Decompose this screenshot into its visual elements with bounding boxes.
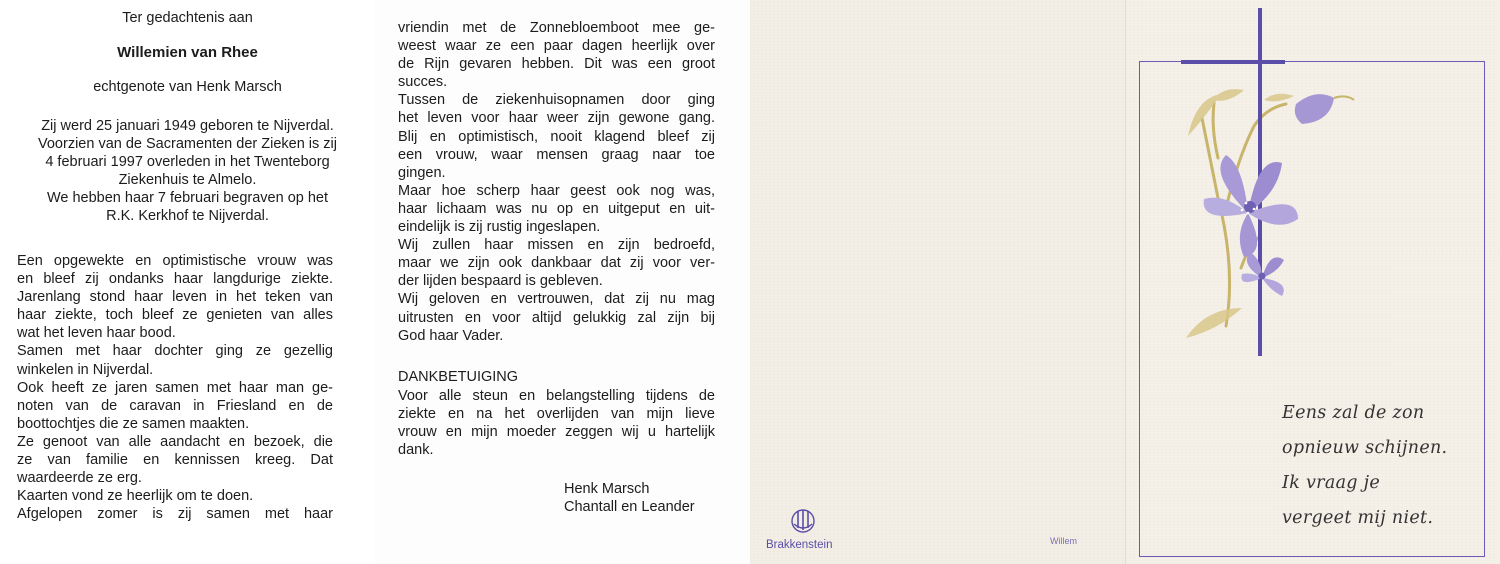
signature-line: Chantall en Leander [564,499,695,515]
signature-block [564,480,695,516]
signature-line: Henk Marsch [564,481,650,497]
text-line: weest waar ze een paar dagen heerlijk over [398,38,715,55]
text-line: uitrusten en voor altijd gelukkig zal zijn bij [398,309,715,326]
text-line: maar we zijn ook dankbaar dat zij voor ver- [398,255,715,272]
text-line: vriendin met de Zonnebloemboot mee ge- [398,20,715,36]
deceased-name: Willemien van Rhee [117,44,258,61]
cross-with-flowers-illustration [1166,8,1366,368]
brand-name: Brakkenstein [766,539,833,551]
back-cover-panel [750,0,1125,564]
dates-line: 4 februari 1997 overleden in het Twenteborg [45,154,330,170]
text-line: vrouw en mijn moeder zeggen wij u hartelijk [398,424,715,441]
verse-line: vergeet mij niet. [1282,508,1434,528]
dates-line: R.K. Kerkhof te Nijverdal. [106,208,269,224]
memorial-heading: Ter gedachtenis aan [122,10,253,26]
text-line: Kaarten vond ze heerlijk om te doen. [17,488,254,505]
brakkenstein-logo-icon [788,506,818,536]
text-line: winkelen in Nijverdal. [17,361,154,378]
dates-line: Voorzien van de Sacramenten der Zieken is zij [37,136,338,152]
verse-text [1282,396,1492,536]
cross-horizontal [1181,60,1285,64]
text-line: der lijden bespaard is gebleven. [398,273,603,290]
verse-line: Ik vraag je [1282,473,1381,493]
text-line: haar ziekte, toch bleef ze genieten van alles [17,307,333,324]
front-cover-panel [1125,0,1500,564]
text-line: gingen. [398,164,446,181]
biography-text-part-2 [398,19,715,345]
thanks-heading: DANKBETUIGING [398,369,519,385]
dates-block [0,117,375,225]
text-line: ziekte en na het overlijden van mijn lieve [398,406,715,423]
violet-flower-small [1241,252,1284,296]
text-line: Wij geloven en vertrouwen, dat zij nu mag [398,291,715,308]
text-line: Jarenlang stond haar leven in het teken van [17,289,333,306]
verse-line: Eens zal de zon [1282,403,1425,423]
text-line: succes. [398,74,448,91]
thanks-text [398,387,715,459]
biography-text-part-1 [17,252,333,523]
text-line: ze van familie en kennissen kreeg. Dat [17,452,333,469]
text-line: Samen met haar dochter ging ze gezellig [17,343,333,360]
card-code: Willem [1050,536,1077,546]
text-line: haar lichaam was nu op en uitgeput en uit- [398,200,715,217]
spouse-line: echtgenote van Henk Marsch [93,79,282,95]
text-line: dank. [398,442,434,459]
dates-line: Zij werd 25 januari 1949 geboren te Nijverdal. [41,118,334,134]
text-line: een vrouw, waar mensen graag naar toe [398,146,715,163]
text-line: God haar Vader. [398,327,504,344]
text-line: Ze genoot van alle aandacht en bezoek, die [17,433,333,450]
middle-text-panel [375,0,750,564]
text-line: noten van de caravan in Friesland en de [17,397,333,414]
text-line: Voor alle steun en belangstelling tijdens de [398,388,715,404]
text-line: het leven voor haar weer zijn gewone gang. [398,110,715,127]
text-line: eindelijk is zij rustig ingeslapen. [398,219,601,236]
text-line: en bleef zij ondanks haar langdurige ziekte. [17,271,333,288]
text-line: Tussen de ziekenhuisopnamen door ging [398,92,715,109]
text-line: Een opgewekte en optimistische vrouw was [17,253,333,269]
text-line: Maar hoe scherp haar geest ook nog was, [398,182,715,199]
text-line: boottochtjes die ze samen maakten. [17,415,250,432]
text-line: Wij zullen haar missen en zijn bedroefd, [398,237,715,254]
dates-line: Ziekenhuis te Almelo. [118,172,257,188]
text-line: Afgelopen zomer is zij samen met haar [17,506,333,523]
text-line: Ook heeft ze jaren samen met haar man ge- [17,379,333,396]
text-line: wat het leven haar bood. [17,325,176,342]
violet-flower-large [1204,155,1298,257]
dates-line: We hebben haar 7 februari begraven op het [46,190,329,206]
text-line: waardeerde ze erg. [17,470,142,487]
text-line: de Rijn gevaren hebben. Dit was een groot [398,56,715,73]
text-line: Blij en optimistisch, nooit klagend bleef zij [398,128,715,145]
bell-flower [1295,94,1354,124]
verse-line: opnieuw schijnen. [1282,438,1448,458]
left-text-panel [0,0,375,564]
